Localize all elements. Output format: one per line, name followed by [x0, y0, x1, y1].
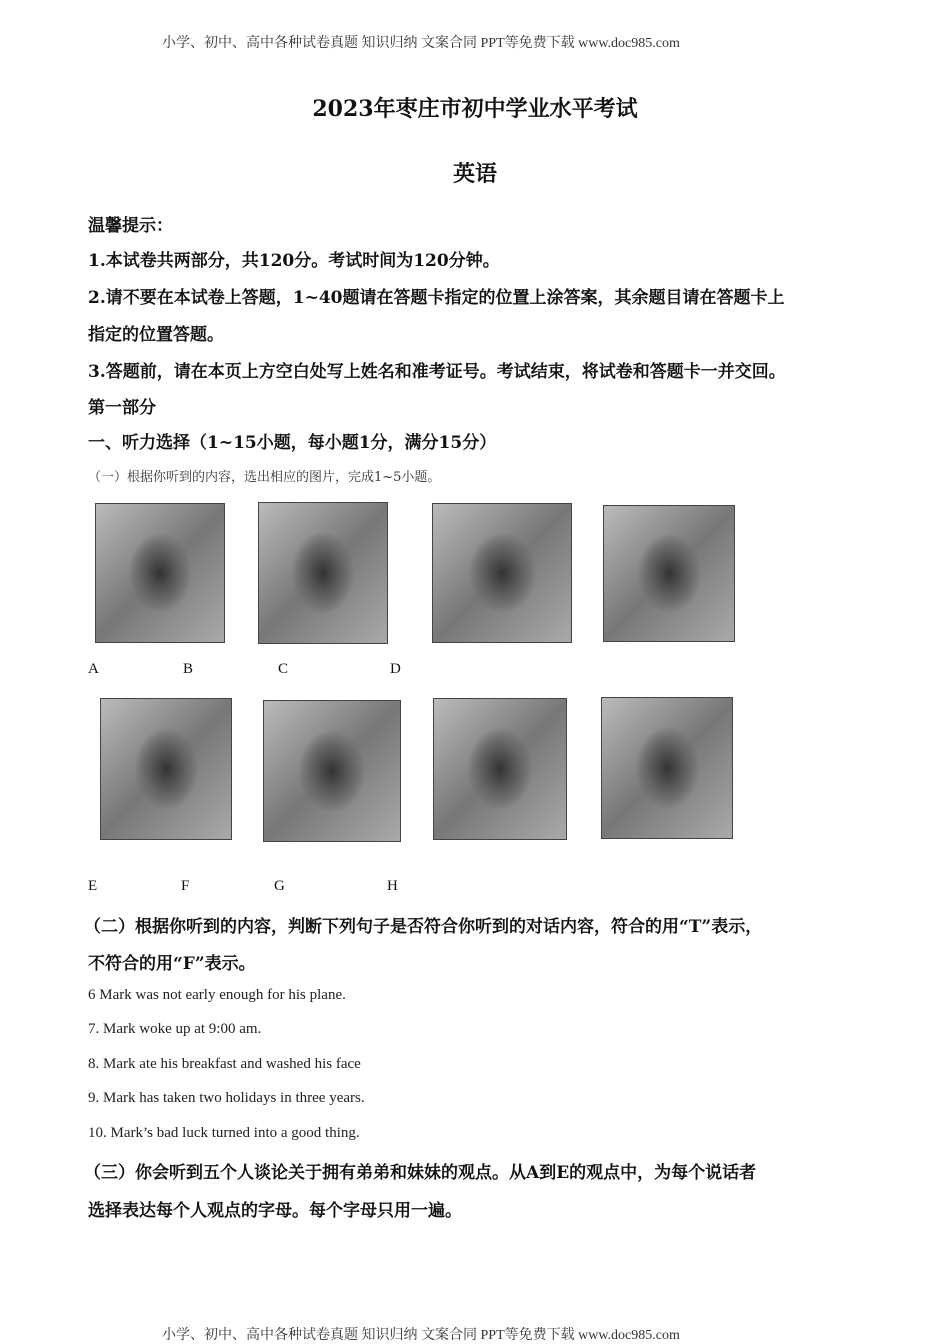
picture-label: D — [390, 661, 401, 677]
picture-label: E — [88, 878, 98, 894]
picture-boys-reading — [433, 698, 567, 840]
tip-3: 3.答题前，请在本页上方空白处写上姓名和准考证号。考试结束，将试卷和答题卡一并交回。 — [88, 362, 786, 382]
page-footer: 小学、初中、高中各种试卷真题 知识归纳 文案合同 PPT等免费下载 www.doc985.com — [162, 1328, 680, 1343]
sub-instruction-1: （一）根据你听到的内容，选出相应的图片，完成1~5小题。 — [88, 470, 441, 485]
sub-instruction-2: （二）根据你听到的内容，判断下列句子是否符合你听到的对话内容，符合的用“T”表示， — [84, 917, 763, 937]
sub-instruction-2-cont: 不符合的用“F”表示。 — [88, 954, 256, 974]
picture-label: G — [274, 878, 285, 894]
sub-instruction-3-cont: 选择表达每个人观点的字母。每个字母只用一遍。 — [88, 1201, 462, 1221]
picture-label: H — [387, 878, 398, 894]
tip-2: 2.请不要在本试卷上答题，1~40题请在答题卡指定的位置上涂答案，其余题目请在答题卡上 — [88, 288, 785, 308]
picture-ostriches — [603, 505, 735, 642]
statement-6: 6 Mark was not early enough for his plane. — [88, 987, 346, 1003]
statement-7: 7. Mark woke up at 9:00 am. — [88, 1021, 262, 1037]
picture-horse-rider — [432, 503, 572, 643]
statement-8: 8. Mark ate his breakfast and washed his face — [88, 1056, 361, 1072]
tips-heading: 温馨提示： — [88, 216, 173, 236]
picture-boat — [601, 697, 733, 839]
section-heading: 一、听力选择（1~15小题，每小题1分，满分15分） — [88, 433, 497, 453]
picture-label: B — [183, 661, 194, 677]
picture-label: C — [278, 661, 289, 677]
picture-dog — [100, 698, 232, 840]
part-heading: 第一部分 — [88, 398, 156, 418]
subject-title: 英语 — [452, 161, 497, 187]
exam-title: 2023年枣庄市初中学业水平考试 — [312, 96, 638, 122]
tip-2-cont: 指定的位置答题。 — [88, 325, 224, 345]
page-header: 小学、初中、高中各种试卷真题 知识归纳 文案合同 PPT等免费下载 www.doc985.com — [162, 36, 680, 51]
picture-hummingbird — [95, 503, 225, 643]
picture-penguins — [258, 502, 388, 644]
picture-label: A — [88, 661, 99, 677]
statement-10: 10. Mark’s bad luck turned into a good thing. — [88, 1125, 360, 1141]
tip-1: 1.本试卷共两部分，共120分。考试时间为120分钟。 — [88, 251, 500, 271]
picture-family-meal — [263, 700, 401, 842]
picture-label: F — [181, 878, 190, 894]
sub-instruction-3: （三）你会听到五个人谈论关于拥有弟弟和妹妹的观点。从A到E的观点中，为每个说话者 — [84, 1163, 757, 1183]
statement-9: 9. Mark has taken two holidays in three years. — [88, 1090, 365, 1106]
